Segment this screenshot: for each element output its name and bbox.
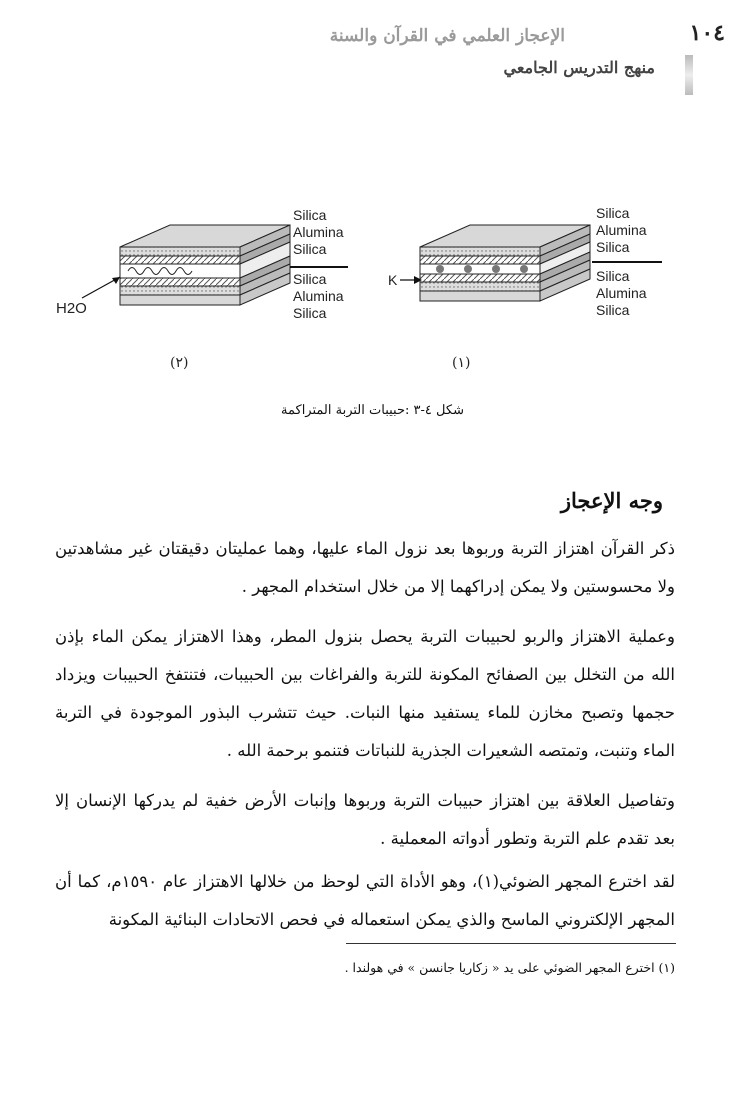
- right-bottom-layer-labels: Silica Alumina Silica: [596, 268, 647, 318]
- paragraph-4: لقد اخترع المجهر الضوئي(١)، وهو الأداة التي لوحظ من خلالها الاهتزاز عام ١٥٩٠م، كما أن المجهر الإلكتروني الماسح والذي يمكن استعماله في فحص الاتحادات البنائية المكونة: [55, 872, 675, 929]
- right-panel-number: (١): [452, 355, 471, 371]
- footnote: (١) اخترع المجهر الضوئي على يد « زكاريا جانسن » في هولندا .: [344, 960, 675, 975]
- right-top-layer-labels: Silica Alumina Silica: [596, 205, 647, 255]
- potassium-label: K: [388, 272, 398, 288]
- right-clay-block: [420, 225, 590, 301]
- chapter-subtitle: منهج التدريس الجامعي: [503, 58, 655, 77]
- section-heading: وجه الإعجاز: [560, 488, 663, 513]
- paragraph-1: ذكر القرآن اهتزاز التربة وربوها بعد نزول الماء عليها، وهما عمليتان دقيقتان غير مشاهدتين ولا محسوستين ولا يمكن إدراكهما إلا من خلال استخدام المجهر .: [55, 539, 675, 596]
- paragraph-2: وعملية الاهتزاز والربو لحبيبات التربة يحصل بنزول المطر، وهذا الاهتزاز يمكن الماء بإذن الله من التخلل بين الصفائح المكونة للتربة والفراغات بين الحبيبات، فتنتفخ الحبيبات ويزداد حجمها وتصبح مخازن للماء يستفيد منها النبات. حيث تتشرب البذور الموجودة في التربة الماء وتنبت، وتمتصه الشعيرات الجذرية للنباتات فتنمو برحمة الله .: [55, 627, 675, 760]
- figure-caption: شكل ٤-٣ :حبيبات التربة المتراكمة: [281, 403, 464, 418]
- page-number: ١٠٤: [689, 20, 725, 46]
- footnote-rule: [346, 943, 676, 944]
- left-clay-block: [120, 225, 290, 305]
- left-top-layer-labels: Silica Alumina Silica: [293, 207, 344, 257]
- paragraph-3: وتفاصيل العلاقة بين اهتزاز حبيبات التربة وربوها وإنبات الأرض خفية لم يدركها الإنسان إلا بعد تقدم علم التربة وتطور أدواته المعملية .: [55, 791, 675, 848]
- water-label: H2O: [56, 300, 87, 317]
- book-title: الإعجاز العلمي في القرآن والسنة: [329, 26, 565, 46]
- header-ornament: [685, 55, 693, 95]
- left-bottom-layer-labels: Silica Alumina Silica: [293, 271, 344, 321]
- left-panel-number: (٢): [170, 355, 189, 371]
